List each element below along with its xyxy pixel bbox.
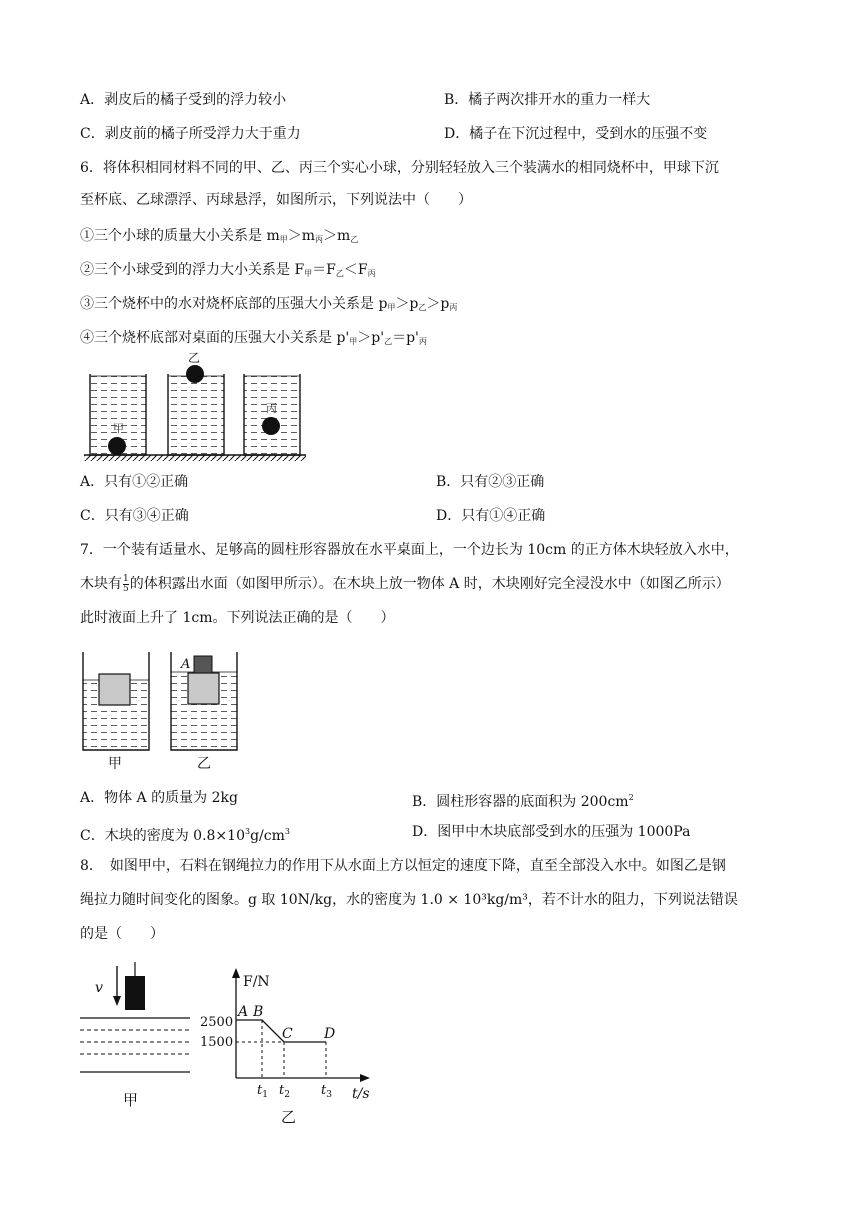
q8-label-v: v bbox=[95, 980, 103, 996]
q8-x-axis-label: t/s bbox=[352, 1086, 370, 1102]
q7-label-yi: 乙 bbox=[197, 756, 211, 772]
q6-label-bing: 丙 bbox=[266, 402, 277, 415]
q5-option-b: B．橘子两次排开水的重力一样大 bbox=[444, 92, 651, 108]
q6-ball-jia bbox=[108, 437, 126, 455]
q8-stone-figure bbox=[80, 962, 195, 1112]
q6-statement-4: ④三个烧杯底部对桌面的压强大小关系是 $p'_甲>p'_乙=p'_丙$ bbox=[80, 330, 427, 346]
q7-containers-figure bbox=[80, 652, 240, 772]
q7-stem-line1: 7．一个装有适量水、足够高的圆柱形容器放在水平桌面上，一个边长为 10cm 的正方体木块轻放入水中， bbox=[80, 542, 739, 558]
q8-stone-block bbox=[125, 976, 145, 1010]
q7-stem-line2: 木块有 $\frac{1}{5}$ 的体积露出水面（如图甲所示）。在木块上放一物体 A 时，木块刚好完全浸没水中（如图乙所示） bbox=[80, 573, 730, 594]
q8-stem-line1: 8． 如图甲中，石料在钢绳拉力的作用下从水面上方以恒定的速度下降，直至全部没入水中。如图乙是钢 bbox=[80, 858, 726, 874]
q6-option-b: B．只有②③正确 bbox=[436, 474, 545, 490]
q7-wood-block-yi bbox=[188, 673, 219, 704]
q6-stem-line1: 6．将体积相同材料不同的甲、乙、丙三个实心小球，分别轻轻放入三个装满水的相同烧杯中，甲球下沉 bbox=[80, 160, 719, 176]
q6-label-jia: 甲 bbox=[113, 422, 124, 435]
q6-option-c: C．只有③④正确 bbox=[80, 508, 189, 524]
q7-option-b: B．圆柱形容器的底面积为 $200cm^2$ bbox=[412, 793, 634, 810]
q8-y-axis-arrow bbox=[232, 968, 240, 978]
q5-option-a: A．剥皮后的橘子受到的浮力较小 bbox=[80, 92, 287, 108]
q6-statement-2: ②三个小球受到的浮力大小关系是 $F_甲=F_乙<F_丙$ bbox=[80, 262, 376, 278]
q6-label-yi: 乙 bbox=[188, 351, 201, 365]
q6-option-d: D．只有①④正确 bbox=[436, 508, 546, 524]
q5-option-d: D．橘子在下沉过程中，受到水的压强不变 bbox=[444, 126, 708, 142]
q6-ball-yi bbox=[186, 365, 204, 383]
q8-tick-t3: $t_3$ bbox=[321, 1083, 332, 1100]
q8-y-axis-label: F/N bbox=[243, 974, 270, 990]
q7-option-d: D．图甲中木块底部受到水的压强为 1000Pa bbox=[412, 824, 691, 840]
q8-tick-t2: $t_2$ bbox=[279, 1083, 290, 1100]
q7-object-a bbox=[194, 656, 212, 673]
q6-beaker-yi bbox=[168, 351, 224, 455]
q8-arrow-head bbox=[113, 996, 121, 1006]
q7-label-jia: 甲 bbox=[108, 756, 122, 772]
q8-tick-1500: 1500 bbox=[200, 1035, 234, 1050]
q8-point-c: C bbox=[282, 1026, 293, 1042]
q8-x-axis-arrow bbox=[360, 1074, 370, 1082]
q6-ball-bing bbox=[262, 417, 280, 435]
q6-beaker-bing bbox=[244, 374, 300, 455]
q6-ground-hatch bbox=[84, 455, 306, 461]
q6-statement-3: ③三个烧杯中的水对烧杯底部的压强大小关系是 $p_甲>p_乙>p_丙$ bbox=[80, 296, 458, 312]
q6-stem-line2: 至杯底、乙球漂浮、丙球悬浮，如图所示，下列说法中（ ） bbox=[80, 192, 472, 208]
q7-container-yi bbox=[171, 652, 237, 772]
q8-point-a: A bbox=[238, 1004, 249, 1020]
q8-point-b: B bbox=[253, 1004, 264, 1020]
q7-wood-block-jia bbox=[99, 674, 130, 705]
q8-label-yi: 乙 bbox=[281, 1108, 297, 1126]
q5-option-c: C．剥皮前的橘子所受浮力大于重力 bbox=[80, 126, 301, 142]
q8-stem-line2: 绳拉力随时间变化的图象。g 取 10N/kg，水的密度为 1.0 × 10³kg/m³，若不计水的阻力，下列说法错误 bbox=[80, 892, 738, 908]
q8-label-jia: 甲 bbox=[123, 1091, 139, 1109]
q6-option-a: A．只有①②正确 bbox=[80, 474, 189, 490]
q6-statement-1: ①三个小球的质量大小关系是 $m_甲>m_丙>m_乙$ bbox=[80, 228, 359, 244]
q7-fraction: $\frac{1}{5}$ bbox=[123, 573, 129, 594]
q7-option-c: C．木块的密度为 $0.8\times 10^3g/cm^3$ bbox=[80, 827, 290, 844]
q8-stem-line3: 的是（ ） bbox=[80, 926, 164, 942]
q6-beakers-figure bbox=[80, 352, 310, 468]
q7-stem-line3: 此时液面上升了 1cm。下列说法正确的是（ ） bbox=[80, 610, 395, 626]
q8-tick-2500: 2500 bbox=[200, 1015, 234, 1030]
q8-force-curve bbox=[236, 1020, 326, 1042]
q8-point-d: D bbox=[324, 1026, 336, 1042]
q8-force-time-graph bbox=[198, 966, 380, 1126]
q7-container-jia bbox=[83, 652, 149, 772]
q7-option-a: A．物体 A 的质量为 2kg bbox=[80, 790, 238, 806]
q7-label-a: A bbox=[181, 657, 191, 672]
q8-tick-t1: $t_1$ bbox=[257, 1083, 268, 1100]
q6-beaker-jia bbox=[90, 374, 146, 455]
